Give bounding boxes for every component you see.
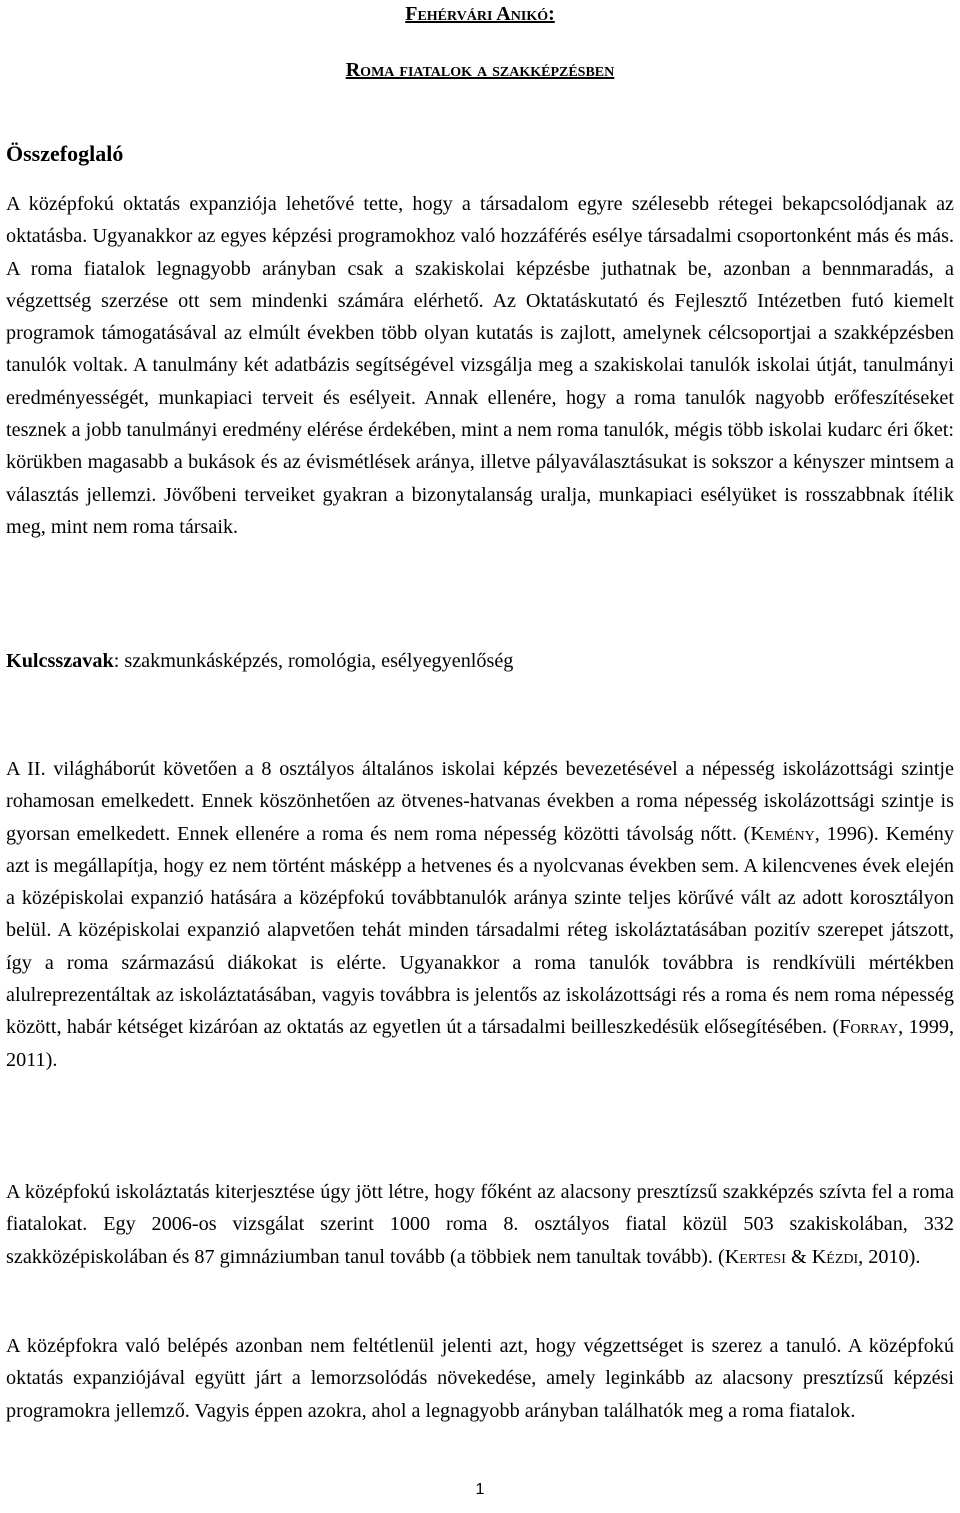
paragraph-2-text-a: A középfokú iskoláztatás kiterjesztése úgy jött létre, hogy főként az alacsony presztízsű szakképzés szívta fel a roma fiatalokat. Egy 2006-os vizsgálat szerint 1000 roma 8. osztályos fiatal közül 503 szakiskolában, 332 szakközépiskolában és 87 gimnáziumban tanul tovább (a többiek nem tanultak tovább). ( (6, 1181, 954, 1268)
body-paragraph-2 (6, 1176, 954, 1273)
citation-kertesi: Kertesi (724, 1245, 786, 1268)
citation-forray: Forray (839, 1016, 899, 1039)
keywords-label: Kulcsszavak (6, 650, 114, 672)
abstract-heading: Összefoglaló (6, 141, 124, 166)
article-title: Roma fiatalok a szakképzésben (345, 59, 615, 81)
keywords-line (6, 645, 954, 677)
author-name: Fehérvári Anikó: (405, 3, 555, 25)
paragraph-1-text-a: A II. világháborút követően a 8 osztályos általános iskolai képzés bevezetésével a népesség iskolázottsági szintje rohamosan emelkedett. Ennek köszönhetően az ötvenes-hatvanas években a roma népesség iskolázottsági szintje is gyorsan emelkedett. Ennek ellenére a roma és nem roma népesség közötti távolság nőtt. ( (6, 758, 954, 845)
page-number: 1 (475, 1481, 485, 1498)
citation-kemeny: Kemény (750, 822, 815, 845)
citation-ampersand: & (785, 1245, 812, 1268)
keywords-value: szakmunkásképzés, romológia, esélyegyenlőség (124, 650, 514, 672)
paragraph-2-text-b: , 2010). (858, 1245, 921, 1268)
paragraph-1-text-b: , 1996). Kemény azt is megállapítja, hogy ez nem történt másképp a hetvenes és a nyolcvanas években sem. A kilencvenes évek elején a középiskolai expanzió hatására a középfokú továbbtanulók aránya szinte teljes körűvé vált az adott korosztályon belül. A középiskolai expanzió alapvetően tehát minden társadalmi réteg iskoláztatásában pozitív szerepet játszott, így a roma származású diákokat is elérte. Ugyanakkor a roma tanulók továbbra is rendkívüli mértékben alulreprezentáltak az iskoláztatásában, vagyis továbbra is jelentős az iskolázottsági rés a roma és nem roma népesség között, habár kétséget kizáróan az oktatás az egyetlen út a társadalmi beilleszkedésük elősegítésében. ( (6, 822, 954, 1039)
body-paragraph-1 (6, 753, 954, 1076)
citation-kezdi: Kézdi (811, 1245, 859, 1268)
body-paragraph-3: A középfokra való belépés azonban nem feltétlenül jelenti azt, hogy végzettséget is szerez a tanuló. A középfokú oktatás expanziójával együtt járt a lemorzsolódás növekedése, amely leginkább az alacsony presztízsű képzési programokra jellemző. Vagyis éppen azokra, ahol a legnagyobb arányban találhatók meg a roma fiatalok. (6, 1335, 954, 1422)
abstract-paragraph: A középfokú oktatás expanziója lehetővé tette, hogy a társadalom egyre szélesebb rétegei bekapcsolódjanak az oktatásba. Ugyanakkor az egyes képzési programokhoz való hozzáférés esélye társadalmi csoportonként más és más. A roma fiatalok legnagyobb arányban csak a szakiskolai képzésbe juthatnak be, azonban a bennmaradás, a végzettség szerzése ott sem mindenki számára elérhető. Az Oktatáskutató és Fejlesztő Intézetben futó kiemelt programok támogatásával az elmúlt években több olyan kutatás is zajlott, amelynek célcsoportjai a szakképzésben tanulók voltak. A tanulmány két adatbázis segítségével vizsgálja meg a szakiskolai tanulók iskolai útját, tanulmányi eredményességét, munkapiaci terveit és esélyeit. Annak ellenére, hogy a roma tanulók nagyobb erőfeszítéseket tesznek a jobb tanulmányi eredmény elérése érdekében, mint a nem roma tanulók, mégis több iskolai kudarc éri őket: körükben magasabb a bukások és az évismétlések aránya, illetve pályaválasztásukat is sokszor a kényszer mintsem a választás jellemzi. Jövőbeni terveiket gyakran a bizonytalanság uralja, munkapiaci esélyüket is rosszabbnak ítélik meg, mint nem roma társaik. (6, 193, 954, 538)
keywords-separator: : (113, 650, 125, 672)
paragraph-1-text-c: , 1999, 2011). (6, 1016, 954, 1071)
